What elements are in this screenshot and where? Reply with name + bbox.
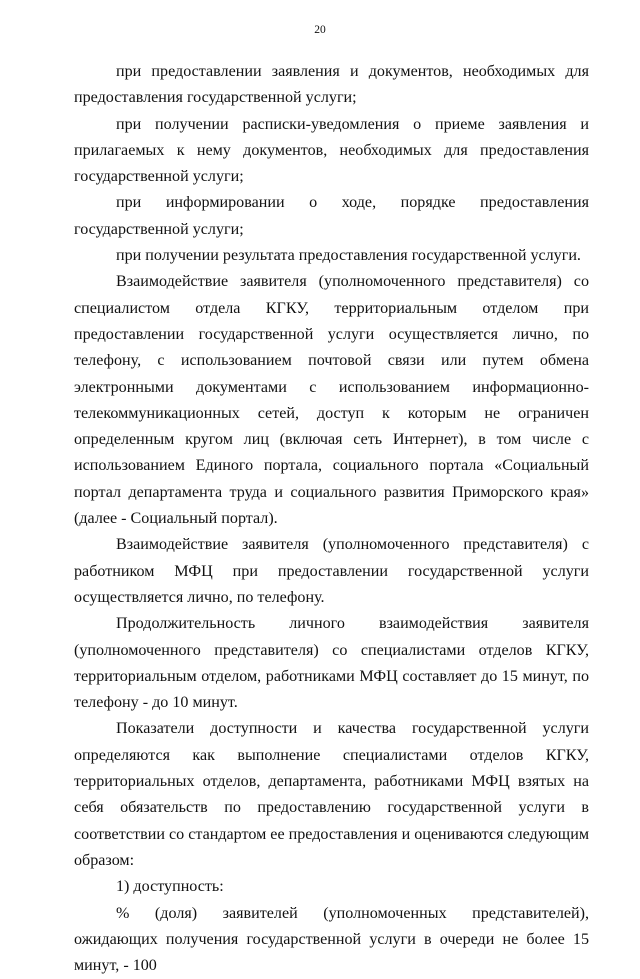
paragraph-7: Продолжительность личного взаимодействия заявителя (уполномоченного представителя) со специалистами отделов КГКУ, территориальным отделом, работниками МФЦ составляет до 15 минут, по телефону - до 10 минут. (74, 611, 589, 716)
paragraph-10: % (доля) заявителей (уполномоченных представителей), ожидающих получения государственной услуги в очереди не более 15 минут, - 100 (74, 901, 589, 979)
paragraph-5: Взаимодействие заявителя (уполномоченного представителя) со специалистом отдела КГКУ, территориальным отделом при предоставлении государственной услуги осуществляется лично, по телефону, с использованием почтовой связи или путем обмена электронными документами с использованием информационно-телекоммуникационных сетей, доступ к которым не ограничен определенным кругом лиц (включая сеть Интернет), в том числе с использованием Единого портала, социального портала «Социальный портал департамента труда и социального развития Приморского края» (далее - Социальный портал). (74, 269, 589, 532)
body-text (74, 59, 589, 979)
paragraph-2: при получении расписки-уведомления о приеме заявления и прилагаемых к нему документов, необходимых для предоставления государственной услуги; (74, 112, 589, 191)
paragraph-3: при информировании о ходе, порядке предоставления государственной услуги; (74, 190, 589, 243)
paragraph-8: Показатели доступности и качества государственной услуги определяются как выполнение специалистами отделов КГКУ, территориальных отделов, департамента, работниками МФЦ взятых на себя обязательств по предоставлению государственной услуги в соответствии со стандартом ее предоставления и оцениваются следующим образом: (74, 716, 589, 874)
paragraph-9: 1) доступность: (74, 874, 589, 900)
paragraph-6: Взаимодействие заявителя (уполномоченного представителя) с работником МФЦ при предоставлении государственной услуги осуществляется лично, по телефону. (74, 532, 589, 611)
paragraph-4: при получении результата предоставления государственной услуги. (74, 243, 589, 269)
page-number: 20 (0, 24, 640, 36)
paragraph-1: при предоставлении заявления и документов, необходимых для предоставления государственной услуги; (74, 59, 589, 112)
